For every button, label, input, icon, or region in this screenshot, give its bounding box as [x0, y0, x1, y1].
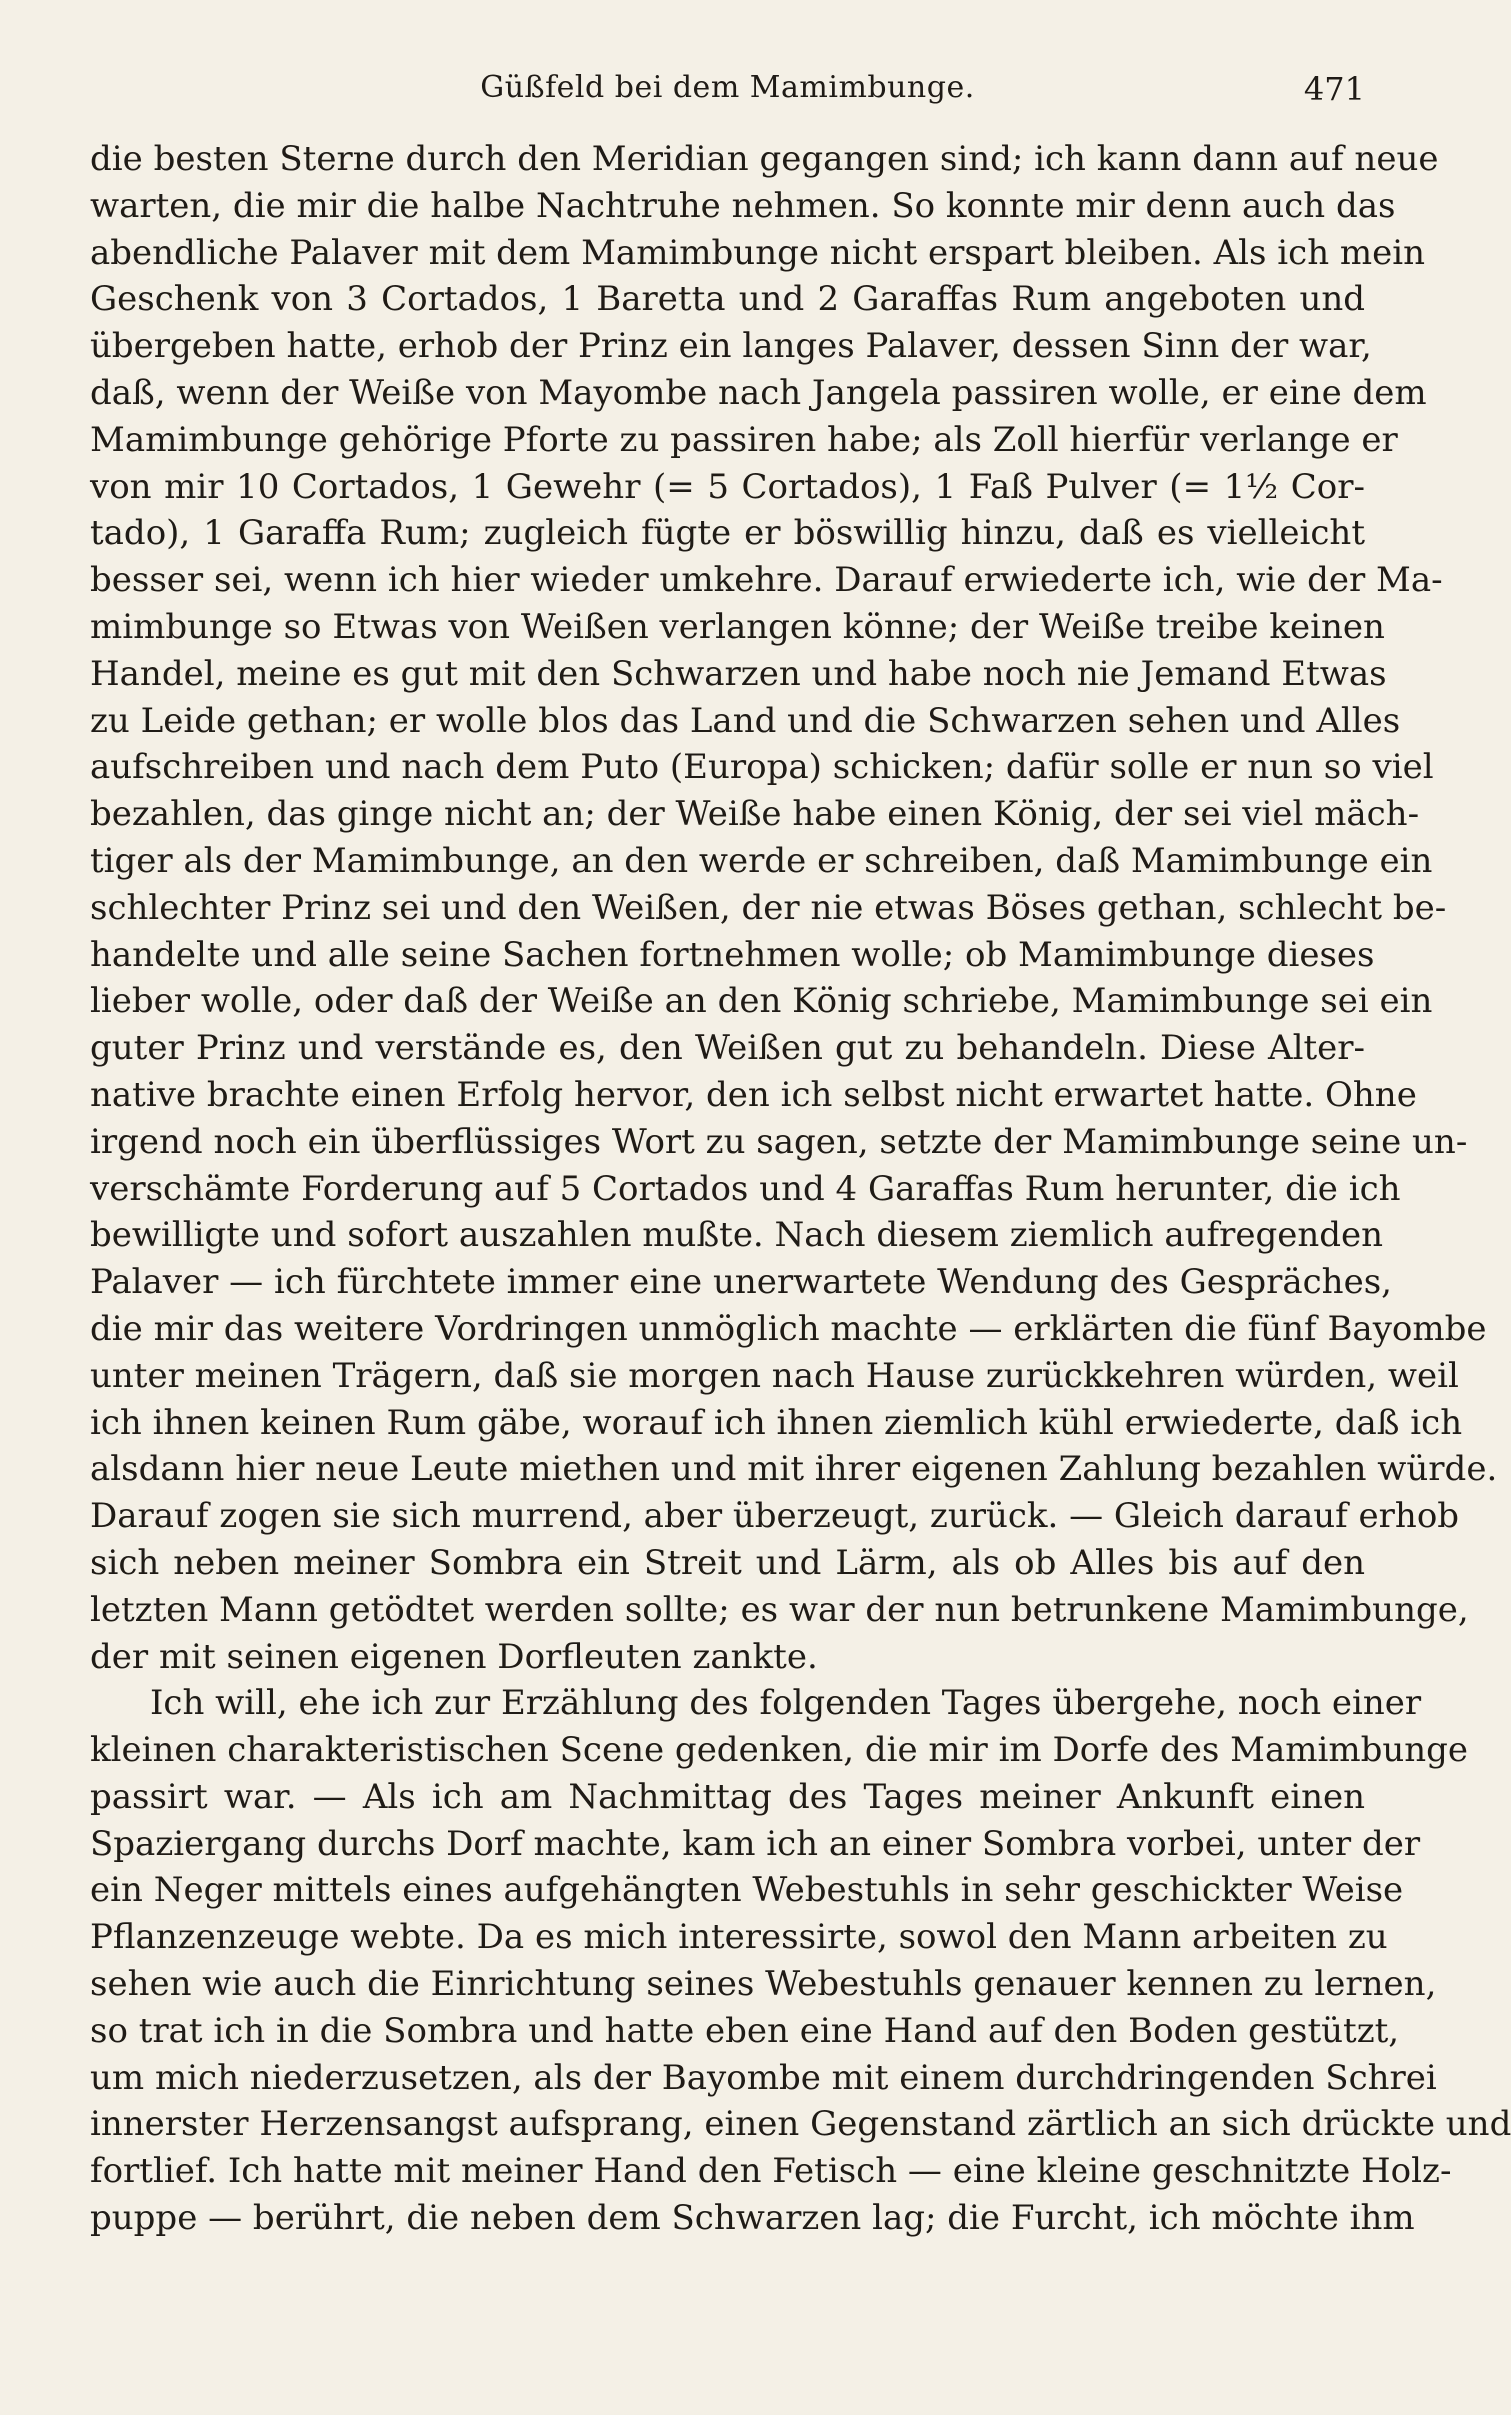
text-line: ich ihnen keinen Rum gäbe, worauf ich ihnen ziemlich kühl erwiederte, daß ich [90, 1402, 1463, 1443]
text-line: sehen wie auch die Einrichtung seines Webestuhls genauer kennen zu lernen, [90, 1964, 1437, 2005]
running-title: Güßfeld bei dem Mamimbunge. [480, 70, 975, 105]
text-line: ein Neger mittels eines aufgehängten Webestuhls in sehr geschickter Weise [90, 1870, 1404, 1911]
text-line: um mich niederzusetzen, als der Bayombe mit einem durchdringenden Schrei [90, 2057, 1437, 2098]
text-line: aufschreiben und nach dem Puto (Europa) schicken; dafür solle er nun so viel [90, 747, 1434, 788]
text-line: Darauf zogen sie sich murrend, aber überzeugt, zurück. — Gleich darauf erhob [90, 1496, 1460, 1537]
text-line: so trat ich in die Sombra und hatte eben eine Hand auf den Boden gestützt, [90, 2010, 1400, 2051]
text-line: innerster Herzensangst aufsprang, einen Gegenstand zärtlich an sich drückte und [90, 2104, 1511, 2145]
text-line: fortlief. Ich hatte mit meiner Hand den Fetisch — eine kleine geschnitzte Holz- [90, 2151, 1452, 2192]
page-number: 471 [1303, 70, 1365, 108]
text-line: verschämte Forderung auf 5 Cortados und 4 Garaffas Rum herunter, die ich [90, 1168, 1401, 1209]
text-line: tiger als der Mamimbunge, an den werde er schreiben, daß Mamimbunge ein [90, 840, 1433, 881]
text-line: guter Prinz und verstände es, den Weißen gut zu behandeln. Diese Alter- [90, 1028, 1365, 1069]
text-line: schlechter Prinz sei und den Weißen, der nie etwas Böses gethan, schlecht be- [90, 887, 1447, 928]
text-line: die mir das weitere Vordringen unmöglich machte — erklärten die fünf Bayombe [90, 1308, 1487, 1349]
text-line: besser sei, wenn ich hier wieder umkehre. Darauf erwiederte ich, wie der Ma- [90, 560, 1443, 601]
text-line: native brachte einen Erfolg hervor, den ich selbst nicht erwartet hatte. Ohne [90, 1074, 1417, 1115]
text-line: Pflanzenzeuge webte. Da es mich interessirte, sowol den Mann arbeiten zu [90, 1917, 1388, 1958]
text-line: bezahlen, das ginge nicht an; der Weiße habe einen König, der sei viel mäch- [90, 794, 1420, 835]
text-line: Mamimbunge gehörige Pforte zu passiren habe; als Zoll hierfür verlange er [90, 419, 1398, 460]
text-line: Handel, meine es gut mit den Schwarzen und habe noch nie Jemand Etwas [90, 653, 1387, 694]
text-line: warten, die mir die halbe Nachtruhe nehmen. So konnte mir denn auch das [90, 185, 1396, 226]
text-line: Ich will, ehe ich zur Erzählung des folgenden Tages übergehe, noch einer [150, 1683, 1422, 1724]
text-line: von mir 10 Cortados, 1 Gewehr (= 5 Cortados), 1 Faß Pulver (= 1½ Cor- [90, 466, 1365, 507]
text-line: Spaziergang durchs Dorf machte, kam ich an einer Sombra vorbei, unter der [90, 1823, 1421, 1864]
text-line: die besten Sterne durch den Meridian gegangen sind; ich kann dann auf neue [90, 139, 1439, 179]
text-line: abendliche Palaver mit dem Mamimbunge nicht erspart bleiben. Als ich mein [90, 232, 1426, 273]
text-line: alsdann hier neue Leute miethen und mit ihrer eigenen Zahlung bezahlen würde. [90, 1449, 1498, 1490]
text-line: Palaver — ich fürchtete immer eine unerwartete Wendung des Gespräches, [90, 1262, 1392, 1303]
text-line: der mit seinen eigenen Dorfleuten zankte. [90, 1636, 818, 1677]
text-line: Geschenk von 3 Cortados, 1 Baretta und 2 Garaffas Rum angeboten und [90, 279, 1365, 320]
text-line: unter meinen Trägern, daß sie morgen nach Hause zurückkehren würden, weil [90, 1355, 1459, 1396]
text-line: tado), 1 Garaffa Rum; zugleich fügte er böswillig hinzu, daß es vielleicht [90, 513, 1365, 554]
text-line: sich neben meiner Sombra ein Streit und Lärm, als ob Alles bis auf den [90, 1542, 1365, 1583]
text-line: bewilligte und sofort auszahlen mußte. Nach diesem ziemlich aufregenden [90, 1215, 1384, 1256]
text-line: irgend noch ein überflüssiges Wort zu sagen, setzte der Mamimbunge seine un- [90, 1121, 1468, 1162]
text-line: zu Leide gethan; er wolle blos das Land und die Schwarzen sehen und Alles [90, 700, 1401, 741]
text-line: handelte und alle seine Sachen fortnehmen wolle; ob Mamimbunge dieses [90, 934, 1375, 975]
text-line: letzten Mann getödtet werden sollte; es war der nun betrunkene Mamimbunge, [90, 1589, 1469, 1630]
text-line: lieber wolle, oder daß der Weiße an den König schriebe, Mamimbunge sei ein [90, 981, 1433, 1022]
body-text [90, 136, 1511, 2242]
text-line: puppe — berührt, die neben dem Schwarzen lag; die Furcht, ich möchte ihm [90, 2198, 1415, 2239]
text-line: mimbunge so Etwas von Weißen verlangen könne; der Weiße treibe keinen [90, 606, 1385, 647]
text-line: passirt war. — Als ich am Nachmittag des Tages meiner Ankunft einen [90, 1776, 1365, 1817]
text-line: übergeben hatte, erhob der Prinz ein langes Palaver, dessen Sinn der war, [90, 326, 1372, 367]
text-line: kleinen charakteristischen Scene gedenken, die mir im Dorfe des Mamimbunge [90, 1730, 1469, 1771]
running-head [90, 70, 1365, 120]
text-line: daß, wenn der Weiße von Mayombe nach Jangela passiren wolle, er eine dem [90, 372, 1427, 413]
